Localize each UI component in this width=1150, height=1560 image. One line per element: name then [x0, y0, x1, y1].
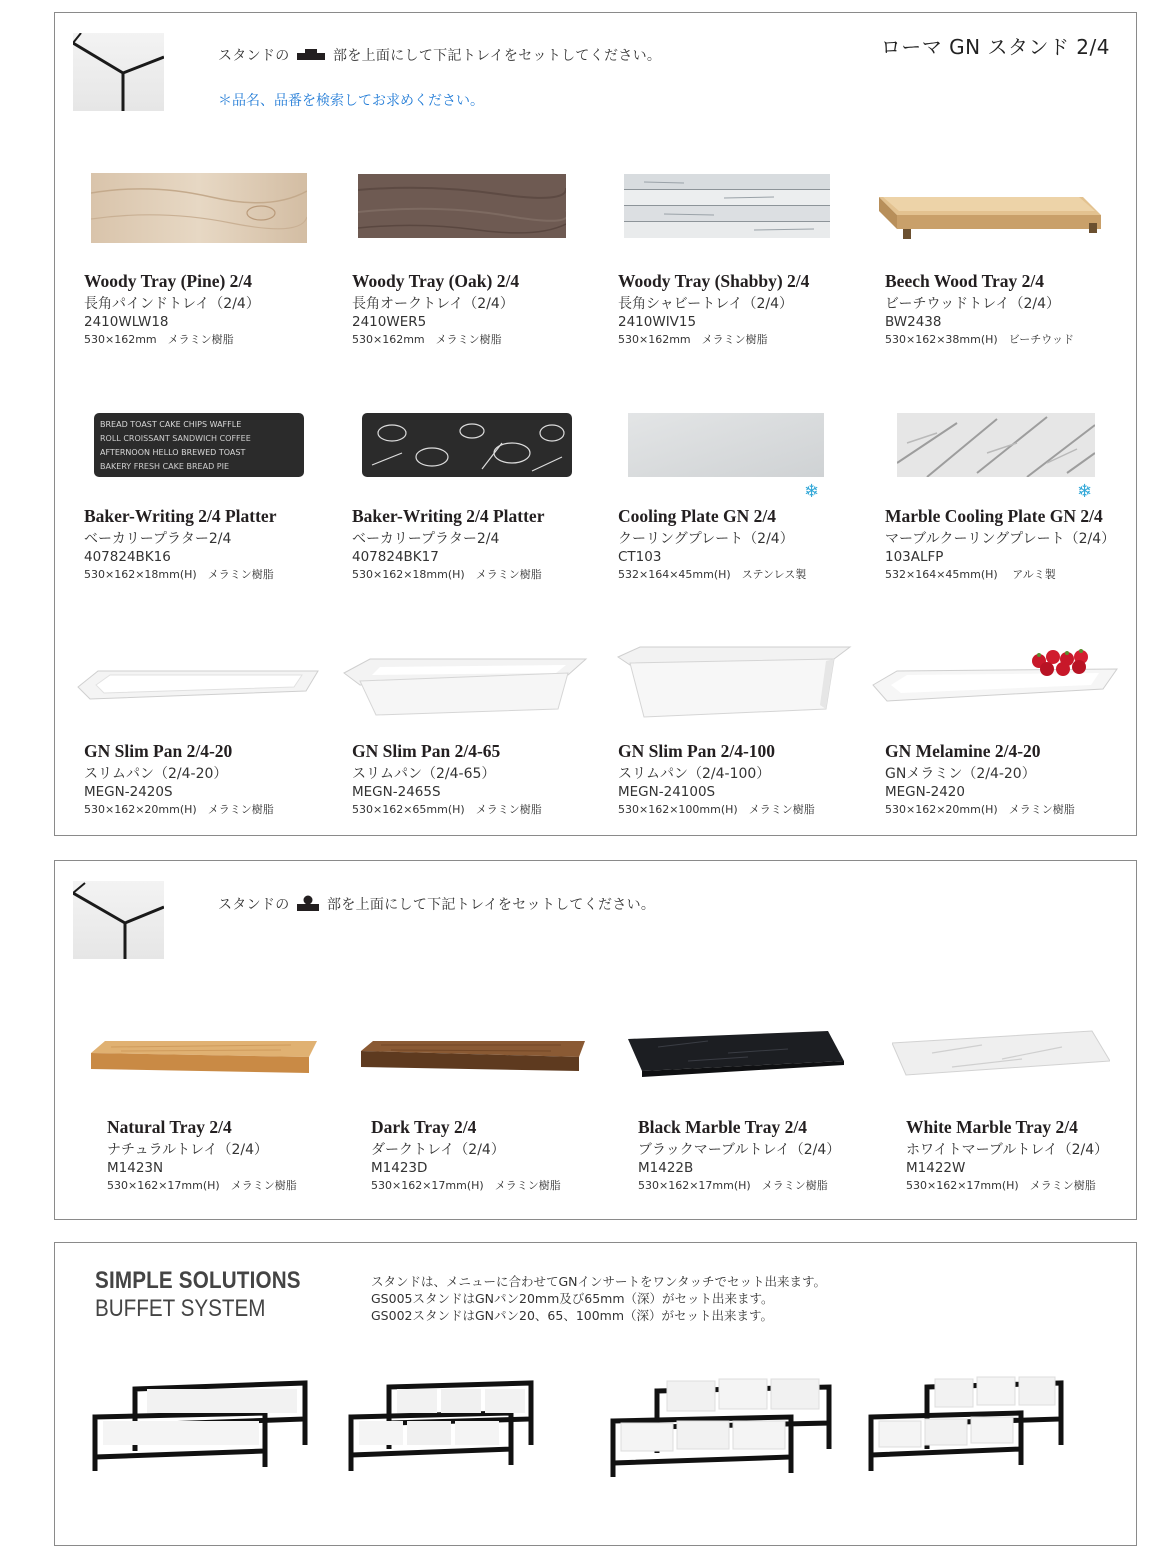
product-image — [352, 403, 602, 506]
stand-section-panel — [54, 12, 1137, 836]
product-spec: 530×162×17mm(H) メラミン樹脂 — [107, 1179, 297, 1192]
product-image — [371, 1021, 621, 1117]
svg-text:BREAD TOAST CAKE CHIPS WAFFLE: BREAD TOAST CAKE CHIPS WAFFLE — [100, 420, 242, 429]
product-japanese-name: ダークトレイ（2/4） — [371, 1142, 505, 1158]
product-baker-writing-bk17 — [352, 403, 602, 582]
search-note: ＊品名、品番を検索してお求めください。 — [218, 93, 484, 109]
product-gn-slim-pan-20 — [84, 635, 334, 817]
product-image — [885, 403, 1135, 506]
product-gn-melamine-20 — [885, 635, 1135, 817]
product-spec: 530×162×65mm(H) メラミン樹脂 — [352, 803, 542, 816]
product-name: White Marble Tray 2/4 — [906, 1117, 1078, 1137]
product-woody-tray-oak — [352, 165, 602, 347]
product-image — [618, 165, 868, 271]
product-japanese-name: 長角オークトレイ（2/4） — [352, 296, 514, 312]
product-name: Dark Tray 2/4 — [371, 1117, 477, 1137]
product-name: Baker-Writing 2/4 Platter — [84, 506, 277, 526]
product-white-marble-tray — [906, 1021, 1150, 1193]
product-name: Cooling Plate GN 2/4 — [618, 506, 776, 526]
product-code: 103ALFP — [885, 549, 944, 565]
buffet-system-panel — [54, 1242, 1137, 1546]
product-code: 407824BK16 — [84, 549, 171, 565]
product-japanese-name: スリムパン（2/4-65） — [352, 766, 496, 782]
product-spec: 530×162mm メラミン樹脂 — [84, 333, 234, 346]
product-code: 2410WIV15 — [618, 314, 697, 330]
product-spec: 530×162×17mm(H) メラミン樹脂 — [371, 1179, 561, 1192]
buffet-stand-image — [865, 1371, 1071, 1479]
product-code: MEGN-2420 — [885, 784, 965, 800]
flat-side-icon — [297, 48, 325, 64]
svg-text:BAKERY FRESH CAKE BREAD PIE: BAKERY FRESH CAKE BREAD PIE — [100, 462, 230, 471]
product-japanese-name: GNメラミン（2/4-20） — [885, 766, 1036, 782]
product-japanese-name: スリムパン（2/4-100） — [618, 766, 771, 782]
product-japanese-name: ベーカリープラター2/4 — [84, 531, 232, 547]
product-image — [618, 403, 868, 506]
product-image — [84, 165, 334, 271]
product-image — [352, 165, 602, 271]
svg-text:AFTERNOON HELLO BREWED TOAST: AFTERNOON HELLO BREWED TOAST — [100, 448, 246, 457]
product-code: M1423D — [371, 1160, 428, 1176]
description-line: GS002スタンドはGNパン20、65、100mm（深）がセット出来ます。 — [371, 1308, 774, 1323]
product-name: Marble Cooling Plate GN 2/4 — [885, 506, 1103, 526]
product-japanese-name: マーブルクーリングプレート（2/4） — [885, 531, 1116, 547]
product-japanese-name: 長角シャビートレイ（2/4） — [618, 296, 793, 312]
series-title: ローマ GN スタンド 2/4 — [880, 35, 1110, 59]
product-spec: 530×162×18mm(H) メラミン樹脂 — [352, 568, 542, 581]
simple-solutions-logo: SIMPLE SOLUTIONS — [95, 1267, 301, 1294]
product-name: Natural Tray 2/4 — [107, 1117, 232, 1137]
product-beech-wood-tray — [885, 165, 1135, 347]
product-cooling-plate — [618, 403, 868, 582]
product-image — [885, 635, 1135, 741]
product-code: 2410WLW18 — [84, 314, 169, 330]
product-gn-slim-pan-65 — [352, 635, 602, 817]
product-name: Woody Tray (Pine) 2/4 — [84, 271, 253, 291]
product-code: M1422B — [638, 1160, 694, 1176]
product-code: 407824BK17 — [352, 549, 439, 565]
product-japanese-name: ベーカリープラター2/4 — [352, 531, 500, 547]
product-name: Beech Wood Tray 2/4 — [885, 271, 1044, 291]
product-name: GN Slim Pan 2/4-20 — [84, 741, 233, 761]
stand-frame-image — [73, 881, 164, 959]
product-name: GN Slim Pan 2/4-100 — [618, 741, 776, 761]
product-black-marble-tray — [638, 1021, 888, 1193]
product-image — [84, 403, 334, 506]
product-spec: 530×162×38mm(H) ビーチウッド — [885, 333, 1075, 346]
product-gn-slim-pan-100 — [618, 635, 868, 817]
buffet-system-logo: BUFFET SYSTEM — [95, 1295, 266, 1322]
buffet-stand-image — [345, 1371, 545, 1479]
product-japanese-name: 長角パインドトレイ（2/4） — [84, 296, 260, 312]
product-japanese-name: ホワイトマーブルトレイ（2/4） — [906, 1142, 1109, 1158]
product-code: BW2438 — [885, 314, 942, 330]
product-name: GN Melamine 2/4-20 — [885, 741, 1041, 761]
snowflake-icon: ❄ — [804, 481, 820, 502]
stand-frame-image — [73, 33, 164, 111]
product-dark-tray — [371, 1021, 621, 1193]
product-spec: 530×162mm メラミン樹脂 — [352, 333, 502, 346]
buffet-stand-image — [89, 1371, 319, 1479]
product-japanese-name: ナチュラルトレイ（2/4） — [107, 1142, 268, 1158]
product-japanese-name: ブラックマーブルトレイ（2/4） — [638, 1142, 841, 1158]
description-line: GS005スタンドはGNパン20mm及び65mm（深）がセット出来ます。 — [371, 1291, 774, 1306]
buffet-stand-image — [607, 1371, 839, 1485]
instruction-text: スタンドの 部を上面にして下記トレイをセットしてください。 — [218, 48, 662, 64]
product-japanese-name: スリムパン（2/4-20） — [84, 766, 228, 782]
product-name: Woody Tray (Shabby) 2/4 — [618, 271, 810, 291]
svg-text:ROLL CROISSANT SANDWICH COFFEE: ROLL CROISSANT SANDWICH COFFEE — [100, 434, 251, 443]
product-japanese-name: ビーチウッドトレイ（2/4） — [885, 296, 1060, 312]
product-spec: 530×162×100mm(H) メラミン樹脂 — [618, 803, 815, 816]
product-image — [885, 165, 1135, 271]
product-image — [84, 635, 334, 741]
product-japanese-name: クーリングプレート（2/4） — [618, 531, 794, 547]
product-marble-cooling-plate — [885, 403, 1135, 582]
product-image — [618, 635, 868, 741]
product-code: MEGN-24100S — [618, 784, 716, 800]
product-image — [107, 1021, 357, 1117]
instruction-text: スタンドの 部を上面にして下記トレイをセットしてください。 — [218, 897, 656, 913]
product-baker-writing-bk16 — [84, 403, 334, 582]
snowflake-icon: ❄ — [1077, 481, 1093, 502]
product-spec: 532×164×45mm(H) ステンレス製 — [618, 568, 807, 581]
product-name: Baker-Writing 2/4 Platter — [352, 506, 545, 526]
product-spec: 532×164×45mm(H) アルミ製 — [885, 568, 1056, 581]
product-name: Black Marble Tray 2/4 — [638, 1117, 807, 1137]
product-spec: 530×162×17mm(H) メラミン樹脂 — [638, 1179, 828, 1192]
description-line: スタンドは、メニューに合わせてGNインサートをワンタッチでセット出来ます。 — [371, 1274, 827, 1289]
product-natural-tray — [107, 1021, 357, 1193]
product-code: M1423N — [107, 1160, 164, 1176]
product-code: CT103 — [618, 549, 662, 565]
product-woody-tray-pine — [84, 165, 334, 347]
product-spec: 530×162×20mm(H) メラミン樹脂 — [84, 803, 274, 816]
raised-side-icon — [297, 895, 319, 915]
product-image — [906, 1021, 1150, 1117]
product-image — [352, 635, 602, 741]
product-code: M1422W — [906, 1160, 966, 1176]
product-spec: 530×162mm メラミン樹脂 — [618, 333, 768, 346]
product-code: MEGN-2420S — [84, 784, 173, 800]
product-code: MEGN-2465S — [352, 784, 441, 800]
product-spec: 530×162×17mm(H) メラミン樹脂 — [906, 1179, 1096, 1192]
product-spec: 530×162×20mm(H) メラミン樹脂 — [885, 803, 1075, 816]
product-image — [638, 1021, 888, 1117]
product-code: 2410WER5 — [352, 314, 427, 330]
product-name: GN Slim Pan 2/4-65 — [352, 741, 501, 761]
stand-section-panel — [54, 860, 1137, 1220]
product-name: Woody Tray (Oak) 2/4 — [352, 271, 520, 291]
product-spec: 530×162×18mm(H) メラミン樹脂 — [84, 568, 274, 581]
product-woody-tray-shabby — [618, 165, 868, 347]
